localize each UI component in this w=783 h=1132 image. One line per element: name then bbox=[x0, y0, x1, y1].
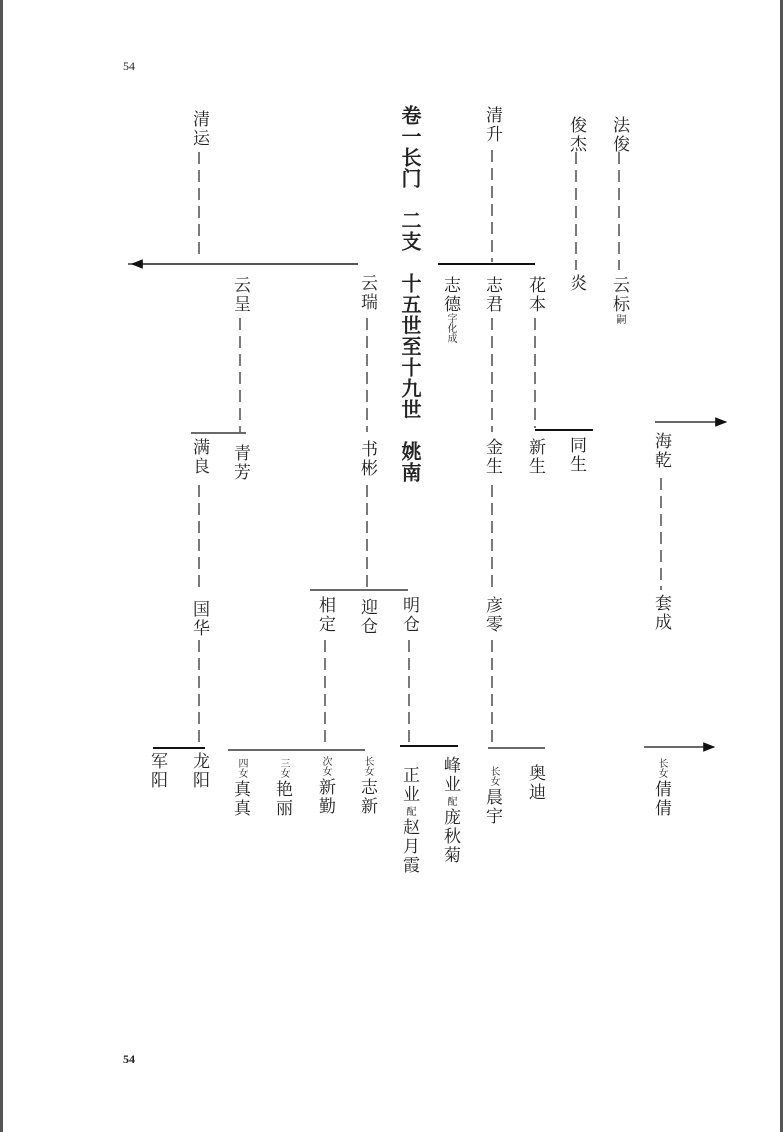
person-qingsheng: 清升 bbox=[482, 106, 502, 144]
person-guohua: 国华 bbox=[189, 600, 209, 638]
person-fengye-note: 配 bbox=[445, 796, 456, 806]
person-yanli: 艳丽 bbox=[272, 780, 292, 818]
person-zhenzhen-note: 四女 bbox=[236, 758, 247, 778]
person-qianqian-note: 长女 bbox=[656, 758, 667, 778]
person-yan: 炎 bbox=[566, 274, 586, 293]
page-number-top: 54 bbox=[123, 59, 135, 73]
person-yingcang: 迎仓 bbox=[357, 598, 377, 636]
person-junjie: 俊杰 bbox=[566, 116, 586, 154]
person-zhide: 志德 bbox=[440, 276, 460, 314]
person-shubin: 书彬 bbox=[357, 440, 377, 478]
person-yunrui: 云瑞 bbox=[357, 274, 377, 312]
person-yanling: 彦零 bbox=[482, 596, 502, 634]
person-yunbiao-note: 嗣 bbox=[614, 314, 625, 324]
person-zhengye-spouse: 赵月霞 bbox=[399, 818, 419, 875]
person-manliang: 满良 bbox=[189, 438, 209, 476]
page-title: 卷一长门 二支 十五世至十九世 姚南 bbox=[398, 105, 422, 483]
person-zhixin-note: 长女 bbox=[362, 756, 373, 776]
page-number-bottom: 54 bbox=[123, 1052, 135, 1066]
person-yunbiao: 云标 bbox=[609, 276, 629, 314]
person-junyang: 军阳 bbox=[147, 752, 167, 790]
person-zhengye-note: 配 bbox=[404, 806, 415, 816]
person-tongsheng: 同生 bbox=[566, 436, 586, 474]
person-xinqin: 新勤 bbox=[315, 778, 335, 816]
person-haiqian: 海乾 bbox=[651, 432, 671, 470]
person-zhixin: 志新 bbox=[357, 778, 377, 816]
person-longyang: 龙阳 bbox=[189, 752, 209, 790]
person-huaben: 花本 bbox=[525, 276, 545, 314]
person-zhenzhen: 真真 bbox=[230, 780, 250, 818]
person-yanli-note: 三女 bbox=[278, 758, 289, 778]
person-yuncheng: 云呈 bbox=[230, 276, 250, 314]
person-chenyu: 晨宇 bbox=[482, 788, 502, 826]
person-xiangding: 相定 bbox=[315, 596, 335, 634]
person-qianqian: 倩倩 bbox=[651, 780, 671, 818]
person-jinsheng: 金生 bbox=[482, 438, 502, 476]
person-fajun: 法俊 bbox=[609, 116, 629, 154]
person-mingcang: 明仓 bbox=[399, 596, 419, 634]
person-xinsheng: 新生 bbox=[525, 438, 545, 476]
person-taocheng: 套成 bbox=[651, 594, 671, 632]
person-fengye-spouse: 庞秋菊 bbox=[440, 808, 460, 865]
person-xinqin-note: 次女 bbox=[320, 756, 331, 776]
person-qingyun: 清运 bbox=[189, 110, 209, 148]
person-fengye: 峰业 bbox=[440, 756, 460, 794]
person-zhijun: 志君 bbox=[482, 276, 502, 314]
person-zhide-note: 字化成 bbox=[445, 313, 456, 343]
person-qingfang: 青芳 bbox=[230, 444, 250, 482]
person-zhengye: 正业 bbox=[399, 766, 419, 804]
person-aodi: 奥迪 bbox=[525, 764, 545, 802]
person-chenyu-note: 长女 bbox=[488, 766, 499, 786]
